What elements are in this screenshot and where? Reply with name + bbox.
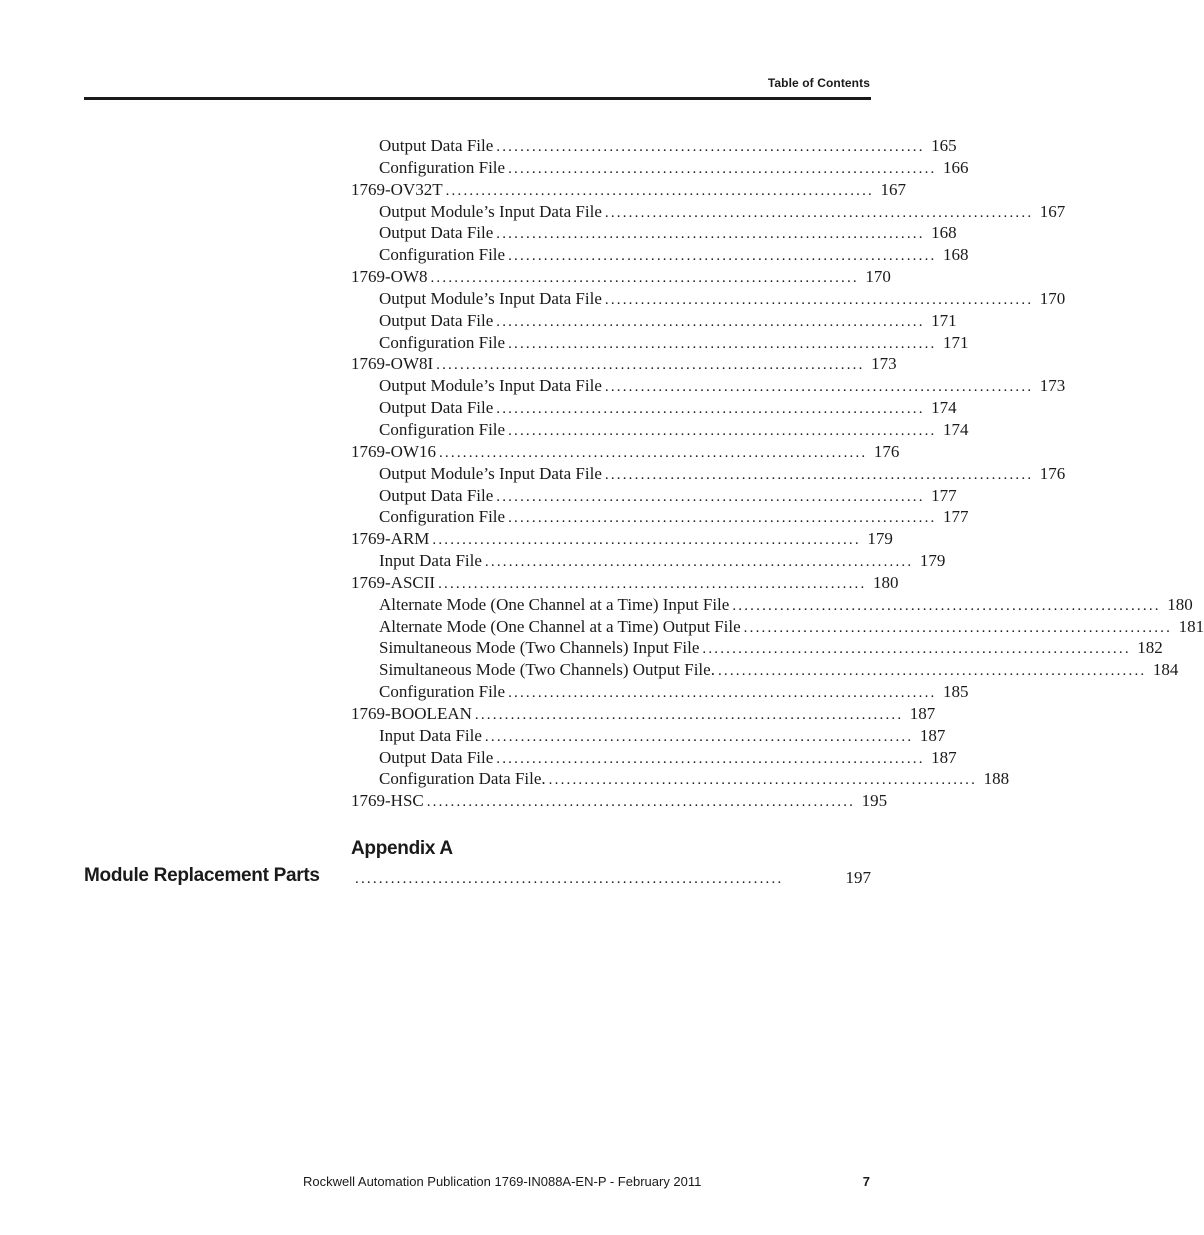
- toc-entry[interactable]: [351, 397, 957, 419]
- toc-dot-leader: ........................................................................: [432, 532, 861, 549]
- toc-entry-page: 165: [931, 136, 957, 155]
- toc-entry-label: 1769-OV32T: [351, 179, 443, 199]
- toc-entry-label: Configuration File: [379, 332, 506, 352]
- toc-entry-page: 177: [942, 507, 969, 527]
- toc-dot-leader: ........................................................................: [508, 335, 937, 352]
- toc-dot-leader: ........................................................................: [496, 313, 925, 330]
- toc-entry-page: 176: [873, 441, 900, 461]
- toc-dot-leader: ........................................................................: [604, 379, 1034, 396]
- toc-dot-leader: ........................................................................: [702, 641, 1131, 658]
- toc-entry-label: Output Data File: [379, 136, 494, 155]
- toc-entry[interactable]: [351, 703, 936, 725]
- toc-dot-leader: ........................................................................: [496, 139, 925, 155]
- toc-entry[interactable]: [351, 353, 897, 375]
- toc-entry-label: Output Data File: [379, 747, 494, 767]
- toc-entry[interactable]: [351, 725, 946, 747]
- toc-dot-leader: ........................................................................: [484, 728, 914, 745]
- toc-entry[interactable]: [351, 768, 1010, 790]
- toc-entry-page: 197: [845, 868, 871, 887]
- toc-entry-page: 195: [861, 791, 888, 811]
- toc-entry-page: 173: [871, 354, 897, 374]
- toc-entry-label: Alternate Mode (One Channel at a Time) Input File: [379, 594, 730, 614]
- toc-entry[interactable]: [351, 550, 946, 572]
- toc-dot-leader: ........................................................................: [496, 401, 925, 418]
- toc-dot-leader: ........................................................................: [436, 357, 865, 374]
- toc-entry-page: 171: [931, 310, 957, 330]
- toc-dot-leader: ........................................................................: [496, 226, 925, 243]
- toc-entry-page: 174: [942, 419, 969, 439]
- toc-entry-page: 176: [1039, 463, 1066, 483]
- toc-entry[interactable]: [351, 179, 907, 201]
- toc-list: [351, 135, 1204, 812]
- toc-dot-leader: ........................................................................: [445, 182, 875, 199]
- toc-entry-page: 185: [942, 682, 969, 702]
- toc-dot-leader: ........................................................................: [496, 750, 925, 767]
- toc-entry[interactable]: [351, 485, 957, 507]
- toc-entry-label: 1769-OW8: [351, 267, 428, 287]
- toc-entry[interactable]: [351, 288, 1066, 310]
- toc-dot-leader: ........................................................................: [474, 706, 904, 723]
- toc-entry-page: 179: [919, 551, 946, 571]
- toc-entry-label: Output Data File: [379, 223, 494, 243]
- toc-dot-leader: ........................................................................: [355, 871, 784, 887]
- toc-entry[interactable]: [351, 594, 1193, 616]
- toc-entry[interactable]: [351, 681, 969, 703]
- toc-entry-label: 1769-BOOLEAN: [351, 703, 472, 723]
- toc-entry[interactable]: [351, 157, 969, 179]
- toc-entry-label: Output Module’s Input Data File: [379, 201, 602, 221]
- toc-entry-label: Input Data File: [379, 725, 482, 745]
- toc-entry-label: Input Data File: [379, 551, 482, 571]
- toc-dot-leader: ........................................................................: [604, 204, 1034, 221]
- toc-entry-page: 188: [983, 769, 1010, 789]
- toc-entry-label: Configuration File: [379, 157, 506, 177]
- toc-entry[interactable]: [351, 201, 1066, 223]
- toc-entry[interactable]: [351, 637, 1163, 659]
- toc-dot-leader: ........................................................................: [496, 488, 925, 505]
- toc-dot-leader: ........................................................................: [548, 772, 978, 789]
- toc-entry-page: 182: [1137, 638, 1163, 658]
- toc-entry-label: 1769-ASCII: [351, 572, 436, 592]
- toc-entry-page: 173: [1039, 376, 1066, 396]
- toc-dot-leader: ........................................................................: [508, 160, 937, 177]
- toc-entry[interactable]: [351, 244, 969, 266]
- toc-entry-label: Output Module’s Input Data File: [379, 463, 602, 483]
- toc-dot-leader: ........................................................................: [732, 597, 1161, 614]
- toc-entry-page: 170: [1039, 288, 1066, 308]
- toc-dot-leader: ........................................................................: [508, 248, 937, 265]
- toc-entry-label: Output Data File: [379, 310, 494, 330]
- toc-entry[interactable]: [351, 332, 969, 354]
- running-header-title: Table of Contents: [767, 76, 870, 90]
- section-side-title: Module Replacement Parts: [84, 865, 320, 886]
- toc-entry-page: 179: [867, 529, 893, 549]
- toc-entry-appendix[interactable]: [351, 867, 871, 890]
- appendix-title: Appendix A: [351, 838, 453, 859]
- toc-dot-leader: ........................................................................: [604, 291, 1034, 308]
- toc-dot-leader: ........................................................................: [426, 794, 856, 811]
- toc-dot-leader: ........................................................................: [484, 554, 914, 571]
- toc-entry-label: 1769-OW8I: [351, 354, 434, 374]
- toc-dot-leader: ........................................................................: [508, 422, 937, 439]
- toc-entry-label: 1769-HSC: [351, 791, 424, 811]
- toc-entry[interactable]: [351, 572, 899, 594]
- toc-entry-page: 167: [880, 179, 907, 199]
- toc-entry-label: Output Module’s Input Data File: [379, 376, 602, 396]
- toc-entry-label: Output Data File: [379, 398, 494, 418]
- toc-dot-leader: ........................................................................: [438, 444, 868, 461]
- toc-entry[interactable]: [351, 790, 888, 812]
- toc-entry-page: 167: [1039, 201, 1066, 221]
- toc-entry-label: Configuration File: [379, 419, 506, 439]
- toc-dot-leader: ........................................................................: [438, 575, 867, 592]
- toc-entry-page: 177: [931, 485, 957, 505]
- toc-entry-page: 180: [872, 572, 899, 592]
- toc-entry-page: 171: [942, 332, 969, 352]
- toc-entry-label: Configuration File: [379, 245, 506, 265]
- toc-entry[interactable]: [351, 419, 969, 441]
- toc-entry-label: 1769-OW16: [351, 441, 436, 461]
- toc-entry-page: 170: [865, 267, 891, 287]
- toc-dot-leader: ........................................................................: [430, 270, 859, 287]
- toc-entry[interactable]: [351, 222, 957, 244]
- toc-entry-label: Configuration File: [379, 682, 506, 702]
- toc-entry[interactable]: [351, 266, 891, 288]
- toc-entry[interactable]: [351, 659, 1179, 681]
- toc-entry-label: Configuration Data File.: [379, 769, 546, 789]
- toc-entry-label: Configuration File: [379, 507, 506, 527]
- toc-dot-leader: ........................................................................: [508, 685, 937, 702]
- toc-dot-leader: ........................................................................: [508, 510, 937, 527]
- toc-entry-page: 181: [1178, 616, 1204, 636]
- toc-entry-label: Output Module’s Input Data File: [379, 288, 602, 308]
- toc-entry-label: Alternate Mode (One Channel at a Time) Output File: [379, 616, 741, 636]
- footer-publication: Rockwell Automation Publication 1769-IN088A-EN-P - February 2011: [303, 1174, 702, 1189]
- footer-page-number: 7: [862, 1174, 870, 1189]
- toc-entry-page: 187: [931, 747, 957, 767]
- toc-entry-page: 168: [942, 245, 969, 265]
- toc-entry-page: 168: [931, 223, 957, 243]
- toc-entry-label: Simultaneous Mode (Two Channels) Output File.: [379, 660, 715, 680]
- toc-entry-page: 174: [931, 398, 957, 418]
- toc-entry-label: 1769-ARM: [351, 529, 430, 549]
- toc-dot-leader: ........................................................................: [604, 466, 1034, 483]
- toc-entry-label: Output Data File: [379, 485, 494, 505]
- toc-entry[interactable]: [351, 135, 957, 157]
- toc-entry[interactable]: [351, 506, 969, 528]
- header-rule: [84, 97, 871, 100]
- toc-entry[interactable]: [351, 310, 957, 332]
- toc-dot-leader: ........................................................................: [717, 663, 1147, 680]
- toc-entry-page: 184: [1152, 660, 1179, 680]
- toc-entry-page: 187: [919, 725, 946, 745]
- toc-entry[interactable]: [351, 616, 1204, 638]
- toc-entry-label: Simultaneous Mode (Two Channels) Input File: [379, 638, 700, 658]
- toc-entry[interactable]: [351, 375, 1066, 397]
- toc-entry[interactable]: [351, 528, 893, 550]
- toc-entry-page: 180: [1167, 594, 1193, 614]
- toc-entry[interactable]: [351, 441, 900, 463]
- toc-entry-page: 166: [942, 157, 969, 177]
- toc-entry[interactable]: [351, 463, 1066, 485]
- toc-entry-page: 187: [909, 703, 936, 723]
- toc-dot-leader: ........................................................................: [743, 619, 1173, 636]
- toc-entry[interactable]: [351, 747, 957, 769]
